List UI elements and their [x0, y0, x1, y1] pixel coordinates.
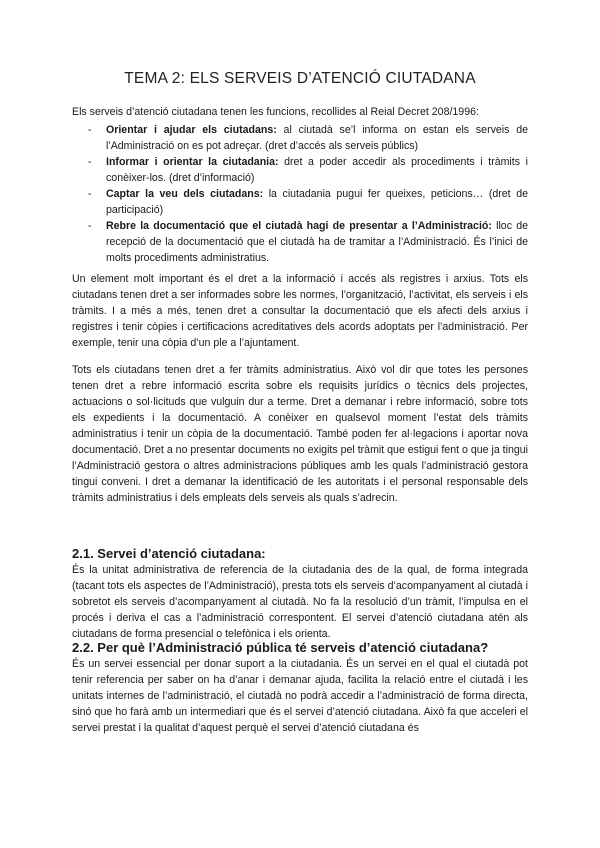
list-dash: -: [88, 220, 92, 232]
list-dash: -: [88, 156, 92, 168]
list-item: [72, 186, 528, 218]
section-heading-2-2: 2.2. Per què l’Administració pública té serveis d’atenció ciutadana?: [72, 640, 489, 655]
list-dash: -: [88, 124, 92, 136]
paragraph-information-rights: Un element molt important és el dret a la informació i accés als registres i arxius. Tots els ciutadans tenen dret a ser informades sobre les normes, l’organització, l’activitat, els serveis i els tràmits. I a més a més, tenen dret a consultar la documentació que els afecti dels arxius i registres i tenir còpies i certificacions acreditatives dels acords adoptats per l’administració. Per exemple, tenir una còpia d’un ple a l’ajuntament.: [72, 273, 528, 349]
list-item-text: al ciutadà se’l informa on estan els serveis de l’Administració on es pot adreçar. (dret d’accés als serveis públics): [106, 124, 528, 152]
page-title: TEMA 2: ELS SERVEIS D’ATENCIÓ CIUTADANA: [124, 70, 476, 87]
section-heading-2-1: 2.1. Servei d’atenció ciutadana:: [72, 546, 266, 561]
intro-text: Els serveis d’atenció ciutadana tenen les funcions, recollides al Reial Decret 208/1996:: [72, 106, 479, 118]
section-text-2-2: És un servei essencial per donar suport a la ciutadania. És un servei en el qual el ciutadà pot tenir referencia per saber on ha d’anar i demanar ajuda, facilita la relació entre el ciutadà i les unitats internes de l’administració, el ciutadà no podrà accedir a l’administració de forma directa, sinó que ho farà amb un intermediari que és el servei d’atenció ciutadana. Això fa que acceleri el servei prestat i la qualitat d’aquest perquè el servei d’atenció ciutadana és: [72, 658, 528, 734]
list-dash: -: [88, 188, 92, 200]
list-item-title: Rebre la documentació que el ciutadà hagi de presentar a l’Administració:: [106, 220, 492, 232]
list-item-title: Orientar i ajudar els ciutadans:: [106, 124, 277, 136]
list-item: [72, 154, 528, 186]
list-item: [72, 218, 528, 266]
list-item-text: la ciutadania pugui fer queixes, peticions… (dret de participació): [106, 188, 528, 216]
list-item-text: dret a poder accedir als procediments i tràmits i conèixer-los. (dret d’informació): [106, 156, 528, 184]
list-item: [72, 122, 528, 154]
list-item-title: Captar la veu dels ciutadans:: [106, 188, 264, 200]
list-item-text: lloc de recepció de la documentació que el ciutadà ha de tramitar a l’Administració. És l’inici de molts procediments administratius.: [106, 220, 528, 264]
paragraph-administrative-procedures: Tots els ciutadans tenen dret a fer tràmits administratius. Això vol dir que totes les persones tenen dret a rebre informació escrita sobre els requisits jurídics o tècnics dels projectes, actuacions o sol·licituds que vulguin dur a terme. Dret a demanar i rebre informació, sobre tots els expedients i la documentació. A conèixer en qualsevol moment l’estat dels tràmits administratius i tenir un còpia de la documentació. També poden fer al·legacions i aportar nova documentació. Dret a no presentar documents no exigits pel tràmit que estigui fent o que ja tingui l’Administració gestora o altres administracions públiques amb les quals l’administració gestora tingui conveni. I dret a demanar la identificació de les autoritats i el personal responsable dels tràmits administratius i dels empleats dels serveis als quals s’adrecin.: [72, 364, 528, 504]
section-text-2-1: És la unitat administrativa de referencia de la ciutadania des de la qual, de forma integrada (tacant tots els aspectes de l’Administració), presta tots els serveis d’acompanyament al ciutadà i sobretot els serveis d’acompanyament al ciutadà. No fa la resolució d’un tràmit, l’impulsa en el procés i deriva el cas a l’administració correspontent. El servei d’atenció ciutadana atén als ciutadans de forma presencial o telefònica i els orienta.: [72, 564, 528, 640]
functions-list: [72, 122, 528, 266]
list-item-title: Informar i orientar la ciutadania:: [106, 156, 279, 168]
